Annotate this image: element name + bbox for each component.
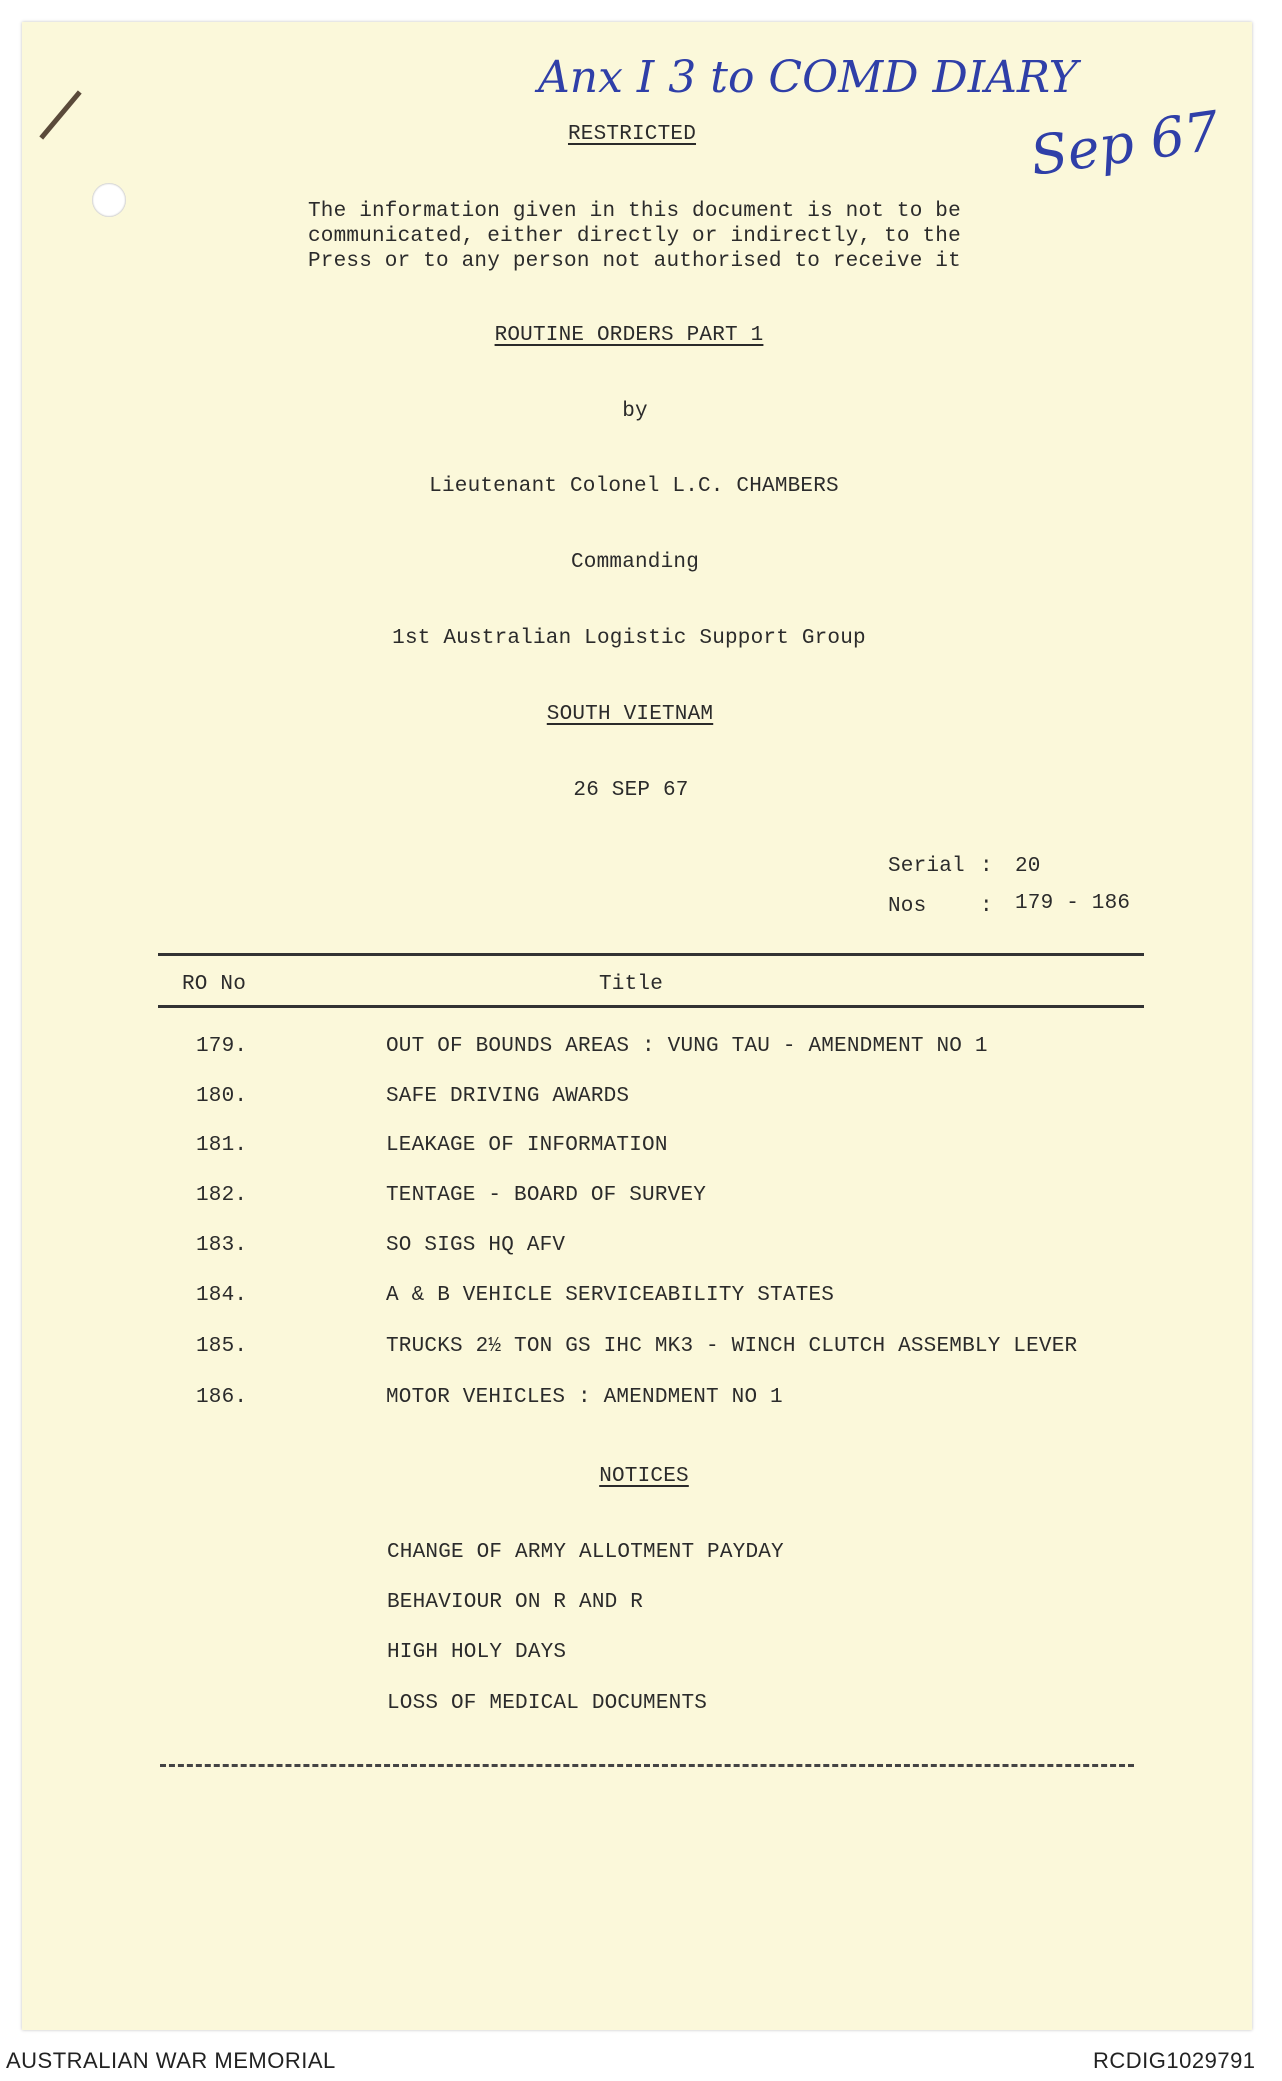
notice-item: HIGH HOLY DAYS (387, 1641, 567, 1664)
warning-line-2: communicated, either directly or indirectly, to the (308, 225, 961, 248)
order-title: SAFE DRIVING AWARDS (386, 1085, 630, 1108)
nos-value: 179 - 186 (1015, 892, 1131, 915)
order-title: MOTOR VEHICLES : AMENDMENT NO 1 (386, 1386, 783, 1409)
order-title: A & B VEHICLE SERVICEABILITY STATES (386, 1284, 835, 1307)
order-title: TRUCKS 2½ TON GS IHC MK3 - WINCH CLUTCH ASSEMBLY LEVER (386, 1335, 1078, 1358)
nos-label: Nos (888, 895, 927, 918)
unit-name: 1st Australian Logistic Support Group (392, 627, 866, 650)
warning-line-3: Press or to any person not authorised to receive it (308, 250, 961, 273)
punch-hole (92, 183, 126, 217)
warning-line-1: The information given in this document is not to be (308, 200, 961, 223)
order-title: SO SIGS HQ AFV (386, 1234, 566, 1257)
handwritten-annotation: Anx I 3 to COMD DIARY (538, 52, 1078, 103)
column-header-ro-no: RO No (182, 973, 247, 996)
notice-item: CHANGE OF ARMY ALLOTMENT PAYDAY (387, 1541, 784, 1564)
notice-item: LOSS OF MEDICAL DOCUMENTS (387, 1692, 708, 1715)
closing-rule (160, 1764, 1134, 1767)
document-date: 26 SEP 67 (573, 779, 689, 802)
order-number: 182. (196, 1184, 248, 1207)
document-title: ROUTINE ORDERS PART 1 (494, 324, 764, 347)
order-number: 183. (196, 1234, 248, 1257)
location: SOUTH VIETNAM (546, 703, 714, 726)
handwritten-date: Sep 67 (1026, 99, 1223, 188)
order-number: 185. (196, 1335, 248, 1358)
order-number: 181. (196, 1134, 248, 1157)
footer-id: RCDIG1029791 (1093, 2048, 1256, 2073)
order-title: OUT OF BOUNDS AREAS : VUNG TAU - AMENDMENT NO 1 (386, 1035, 988, 1058)
serial-value: 20 (1015, 855, 1041, 878)
notices-heading: NOTICES (599, 1465, 689, 1488)
nos-separator: : (980, 895, 993, 918)
officer-name: Lieutenant Colonel L.C. CHAMBERS (429, 475, 839, 498)
officer-role: Commanding (570, 551, 700, 574)
classification-label: RESTRICTED (567, 123, 697, 146)
column-header-title: Title (598, 973, 664, 996)
order-number: 184. (196, 1284, 248, 1307)
order-number: 180. (196, 1085, 248, 1108)
notice-item: BEHAVIOUR ON R AND R (387, 1591, 644, 1614)
serial-separator: : (980, 855, 993, 878)
footer-source: AUSTRALIAN WAR MEMORIAL (6, 2048, 336, 2073)
serial-label: Serial (888, 855, 965, 878)
order-title: LEAKAGE OF INFORMATION (386, 1134, 668, 1157)
table-top-rule (158, 953, 1144, 956)
order-number: 186. (196, 1386, 248, 1409)
order-title: TENTAGE - BOARD OF SURVEY (386, 1184, 707, 1207)
table-header-rule (158, 1005, 1144, 1008)
order-number: 179. (196, 1035, 248, 1058)
by-line: by (622, 400, 648, 423)
